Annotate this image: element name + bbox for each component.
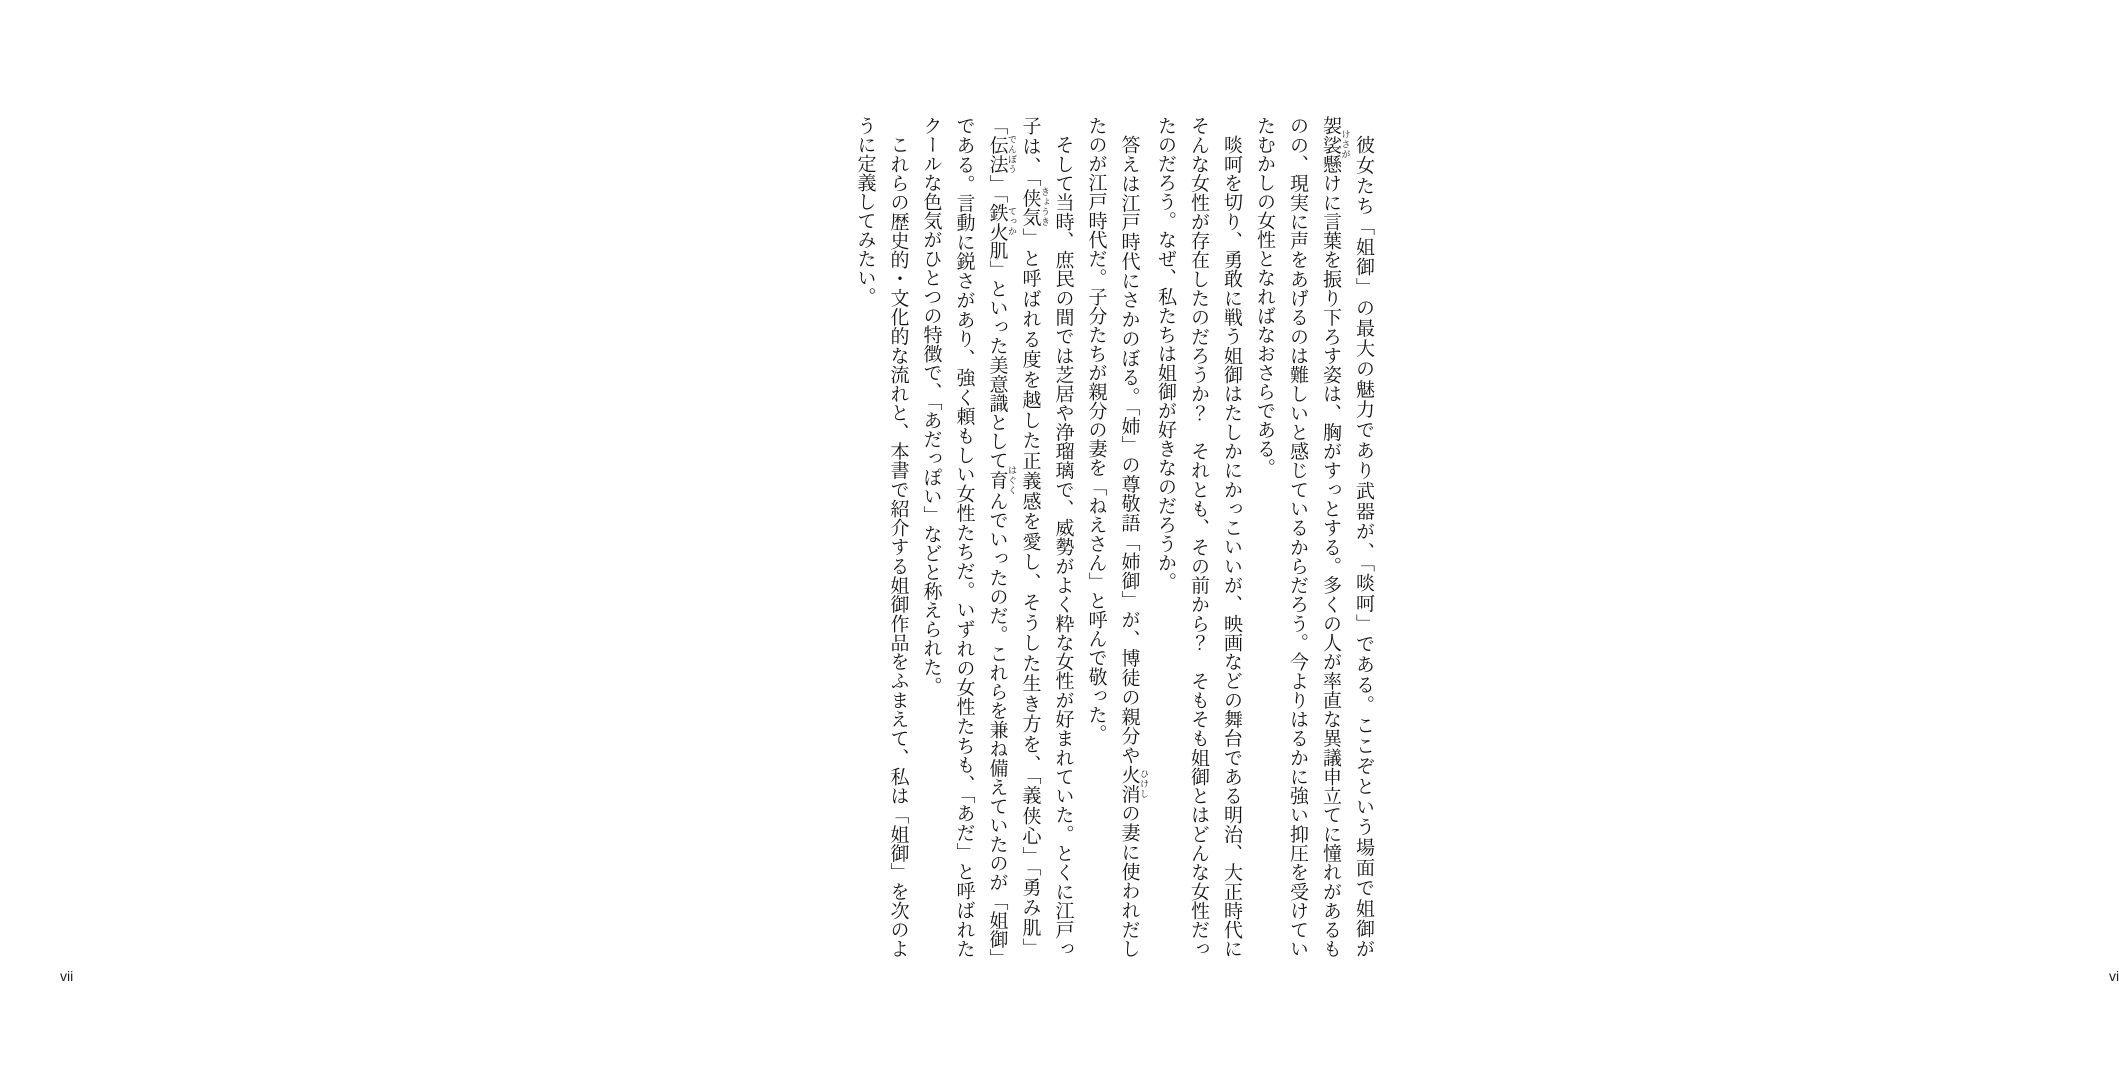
furigana-ruby: 伝法 でんぼう [986,134,1017,175]
page-number-left: vii [60,968,74,984]
furigana-ruby: 袈裟懸 けさが [1320,116,1351,174]
furigana-ruby: 鉄火 てっか [986,202,1017,241]
page-vii [0,0,730,1066]
paragraph: そして当時、庶民の間では芝居や浄瑠璃で、威勢がよく粋な女性が好まれていた。とくに江戸っ子は、「侠気 きょうき」と呼ばれる度を越した正義感を愛し、そうした生き方を、「義侠心」「勇み肌」「伝法 でんぼう」「鉄火 てっか肌」といった美意識として育 はぐくんでいったのだ。これらを兼ね備えていたのが「姐御」である。言動に鋭さがあり、強く頼もしい女性たちだ。いずれの女性たちも、「あだ」と呼ばれたクールな色気がひとつの特徴で、「あだっぽい」などと称えられた。 [920,116,1074,959]
furigana-ruby: 育 はぐく [986,465,1017,496]
paragraph: これらの歴史的・文化的な流れと、本書で紹介する姐御作品をふまえて、私は「姐御」を次のように定義してみたい。 [854,116,909,958]
paragraph: 彼女たち「姐御」の最大の魅力であり武器が、「啖呵」である。ここぞという場面で姐御が袈裟懸 けさがけに言葉を振り下ろす姿は、胸がすっとする。多くの人が率直な異議申立てに憧れがあるものの、現実に声をあげるのは難しいと感じているからだろう。今よりはるかに強い抑圧を受けていたむかしの女性となればなおさらである。 [1254,116,1374,959]
page-vi [730,0,2119,1066]
furigana-ruby: 侠気 きょうき [1019,187,1050,228]
right-page-text-block [828,116,1380,958]
paragraph: 答えは江戸時代にさかのぼる。「姉」の尊敬語「姉御」が、博徒の親分や火消 ひけしの妻に使われだしたのが江戸時代だ。子分たちが親分の妻を「ねえさん」と呼んで敬った。 [1085,116,1149,959]
page-number-right: vi [2109,968,2119,984]
furigana-ruby: 火消 ひけし [1118,764,1149,804]
paragraph: 啖呵を切り、勇敢に戦う姐御はたしかにかっこいいが、映画などの舞台である明治、大正時代にそんな女性が存在したのだろうか？ それとも、その前から？ そもそも姐御とはどんな女性だったのだろう。なぜ、私たちは姐御が好きなのだろうか。 [1155,116,1242,958]
